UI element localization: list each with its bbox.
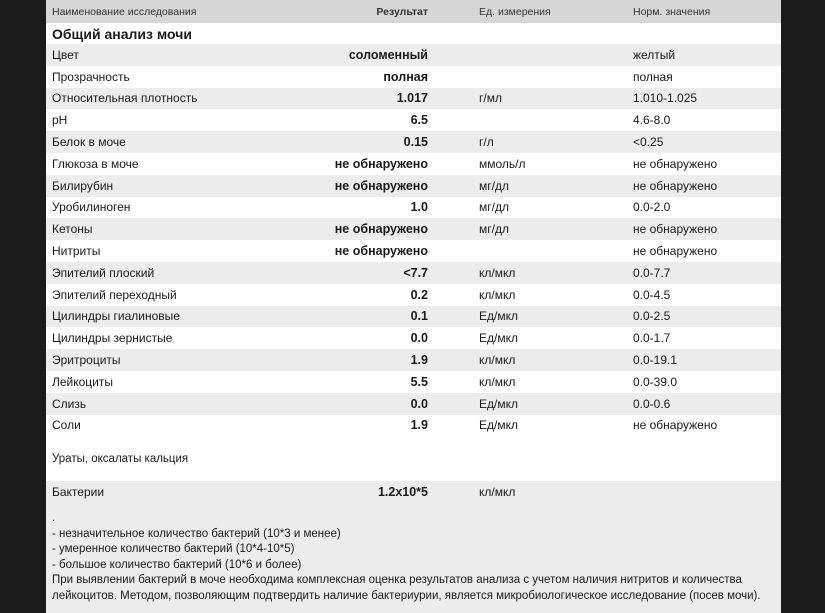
row-norm: 0.0-19.1 (633, 353, 678, 368)
row-result: <7.7 (403, 265, 428, 280)
row-unit: г/л (479, 135, 494, 150)
row-unit: Ед/мкл (479, 396, 518, 411)
row-unit: кл/мкл (479, 353, 516, 368)
row-name: Эпителий переходный (52, 287, 177, 302)
table-row (46, 153, 781, 175)
row-result: 0.1 (410, 309, 428, 324)
row-result: 1.9 (410, 353, 428, 368)
table-row (46, 371, 781, 393)
header-name: Наименование исследования (52, 5, 197, 18)
row-result: 1.017 (396, 91, 428, 106)
row-unit: кл/мкл (479, 265, 516, 280)
row-result: не обнаружено (334, 178, 428, 193)
row-result: полная (383, 69, 428, 84)
header-unit: Ед. измерения (479, 5, 551, 18)
bacteria-note-line: - умеренное количество бактерий (10*4-10*5) (52, 543, 295, 556)
row-norm: 0.0-7.7 (633, 265, 671, 280)
row-name: Уробилиноген (52, 200, 131, 215)
row-norm: <0.25 (633, 135, 664, 150)
row-unit: мг/дл (479, 178, 509, 193)
bacteria-note-line: . (52, 512, 56, 525)
table-row (46, 175, 781, 197)
row-unit: кл/мкл (479, 287, 516, 302)
table-row (46, 393, 781, 415)
table-row (46, 131, 781, 153)
table-row-bacteria (46, 481, 781, 503)
row-norm: не обнаружено (633, 418, 718, 433)
row-norm: 0.0-39.0 (633, 374, 678, 389)
row-name: Прозрачность (52, 69, 130, 84)
row-result: 1.2x10*5 (377, 485, 428, 500)
row-result: не обнаружено (334, 156, 428, 171)
row-result: 5.5 (410, 374, 428, 389)
row-result: 1.9 (410, 418, 428, 433)
row-name: Цилиндры гиалиновые (52, 309, 180, 324)
row-name: Соли (52, 418, 81, 433)
bacteria-block (46, 481, 781, 613)
row-norm: не обнаружено (633, 222, 718, 237)
row-name: Эпителий плоский (52, 265, 155, 280)
table-row (46, 284, 781, 306)
table-row (46, 306, 781, 328)
row-result: 0.0 (410, 396, 428, 411)
row-unit: Ед/мкл (479, 309, 518, 324)
row-name: Цвет (52, 47, 79, 62)
row-name: Относительная плотность (52, 91, 198, 106)
row-unit: мг/дл (479, 222, 509, 237)
table-row (46, 415, 781, 437)
salts-note: Ураты, оксалаты кальция (52, 452, 189, 465)
row-name: Бактерии (52, 485, 105, 500)
row-result: соломенный (348, 47, 428, 62)
table-row (46, 197, 781, 219)
row-result: 6.5 (410, 113, 428, 128)
row-unit: Ед/мкл (479, 331, 518, 346)
row-norm: не обнаружено (633, 178, 718, 193)
row-unit: кл/мкл (479, 485, 516, 500)
row-norm: полная (633, 69, 673, 84)
section-title: Общий анализ мочи (52, 26, 192, 42)
row-norm: 1.010-1.025 (633, 91, 698, 106)
table-row (46, 109, 781, 131)
table-row (46, 66, 781, 88)
header-result: Результат (376, 5, 428, 18)
table-row (46, 88, 781, 110)
row-name: pH (52, 113, 68, 128)
row-norm: желтый (633, 47, 676, 62)
table-row (46, 44, 781, 66)
row-result: 0.2 (410, 287, 428, 302)
lab-report-sheet (46, 0, 781, 600)
row-result: не обнаружено (334, 222, 428, 237)
bacteria-notes (46, 503, 781, 613)
header-norm: Норм. значения (633, 5, 711, 18)
table-header (46, 0, 781, 23)
row-norm: 0.0-0.6 (633, 396, 671, 411)
row-name: Цилиндры зернистые (52, 331, 173, 346)
row-norm: 4.6-8.0 (633, 113, 671, 128)
table-row (46, 349, 781, 371)
bacteria-note-line: - большое количество бактерий (10*6 и более) (52, 558, 302, 571)
row-name: Белок в моче (52, 135, 126, 150)
row-name: Глюкоза в моче (52, 156, 139, 171)
row-name: Лейкоциты (52, 374, 114, 389)
bacteria-note-line: лейкоцитов. Методом, позволяющим подтвердить наличие бактериурии, является микробиологическое исследование (посев мочи). (52, 589, 761, 602)
table-row (46, 327, 781, 349)
row-norm: 0.0-2.0 (633, 200, 671, 215)
table-row (46, 218, 781, 240)
bacteria-note-line: При выявлении бактерий в моче необходима комплексная оценка результатов анализа с учетом наличия нитритов и количества (52, 574, 742, 587)
row-norm: 0.0-1.7 (633, 331, 671, 346)
row-name: Эритроциты (52, 353, 121, 368)
row-unit: кл/мкл (479, 374, 516, 389)
row-result: 0.0 (410, 331, 428, 346)
row-norm: не обнаружено (633, 244, 718, 259)
row-unit: мг/дл (479, 200, 509, 215)
table-row (46, 262, 781, 284)
row-result: 0.15 (403, 135, 428, 150)
row-unit: г/мл (479, 91, 502, 106)
row-unit: Ед/мкл (479, 418, 518, 433)
table-row (46, 240, 781, 262)
row-name: Билирубин (52, 178, 114, 193)
row-norm: 0.0-2.5 (633, 309, 671, 324)
row-norm: не обнаружено (633, 156, 718, 171)
bacteria-note-line: - незначительное количество бактерий (10*3 и менее) (52, 527, 341, 540)
row-unit: ммоль/л (479, 156, 526, 171)
row-result: не обнаружено (334, 244, 428, 259)
row-name: Нитриты (52, 244, 101, 259)
row-norm: 0.0-4.5 (633, 287, 671, 302)
results-table (46, 44, 781, 436)
row-name: Слизь (52, 396, 87, 411)
row-result: 1.0 (410, 200, 428, 215)
row-name: Кетоны (52, 222, 93, 237)
